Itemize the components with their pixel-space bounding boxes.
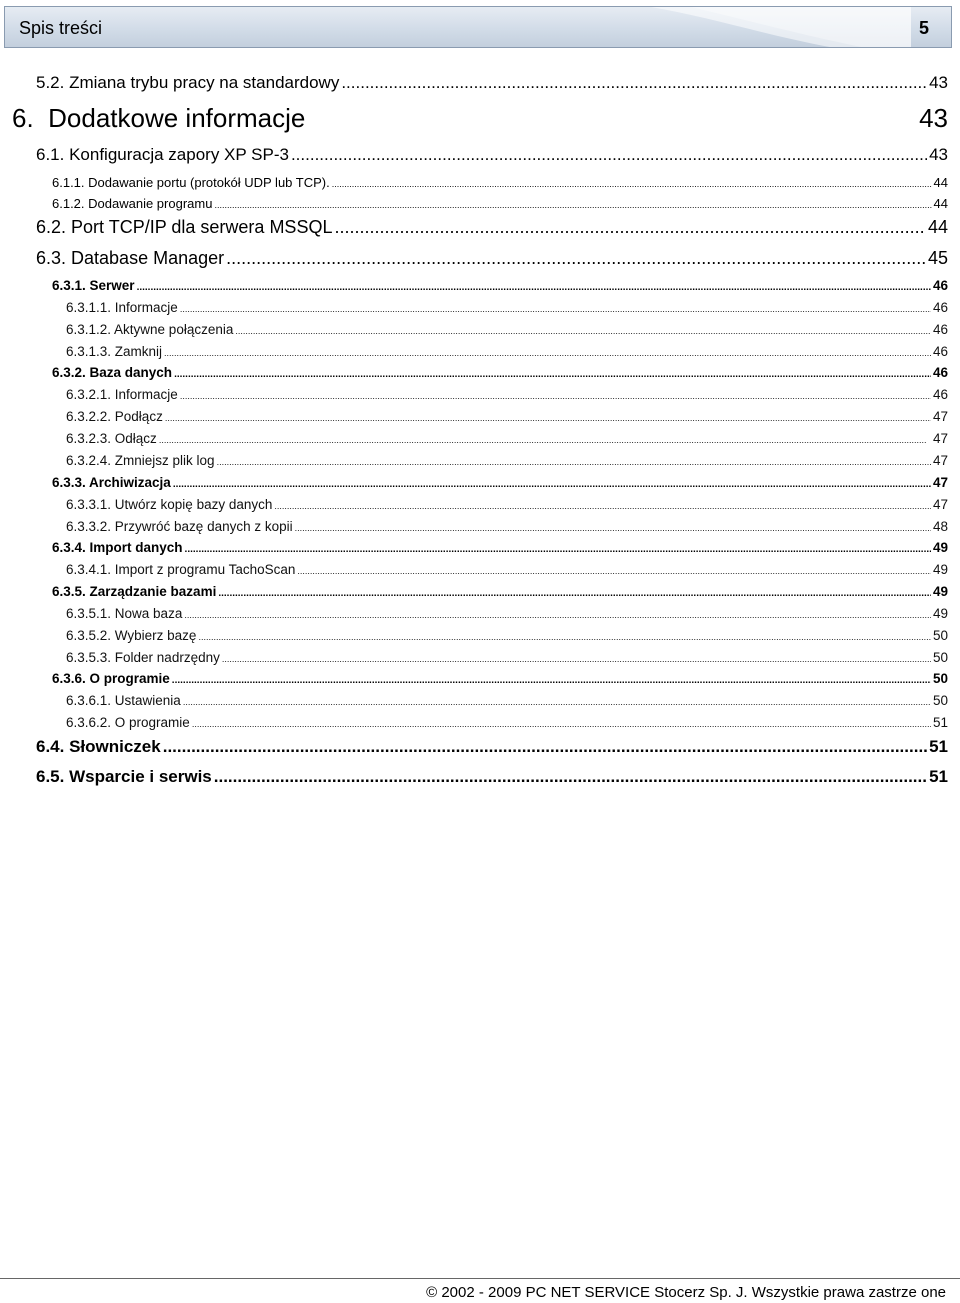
toc-entry[interactable]: [36, 73, 948, 93]
toc-entry-page: 47: [932, 497, 948, 512]
toc-dot-leader: [297, 566, 931, 576]
toc-entry-title: 6. Dodatkowe informacje: [12, 103, 306, 133]
toc-entry-page: 51: [929, 737, 948, 756]
toc-dot-leader: [180, 391, 931, 401]
toc-entry-page: 43: [919, 103, 948, 133]
toc-entry[interactable]: [66, 453, 948, 468]
toc-entry-page: 50: [932, 693, 948, 708]
toc-dot-leader: [165, 413, 931, 423]
toc-entry-title: 6.3.5.2. Wybierz bazę: [66, 628, 197, 643]
toc-dot-leader: [334, 217, 926, 238]
toc-dot-leader: [235, 326, 931, 336]
toc-entry-title: 6.3.1.1. Informacje: [66, 300, 178, 315]
toc-entry-title: 6.5. Wsparcie i serwis: [36, 767, 212, 786]
toc-entry-title: 6.3.6.2. O programie: [66, 715, 190, 730]
toc-entry[interactable]: [66, 715, 948, 730]
toc-entry-title: 6.3.1.2. Aktywne połączenia: [66, 322, 234, 337]
toc-entry[interactable]: [52, 365, 948, 380]
toc-entry-page: 47: [932, 409, 948, 424]
toc-entry-page: 47: [932, 475, 948, 490]
toc-entry-title: 6.3.1.3. Zamknij: [66, 344, 163, 359]
toc-entry[interactable]: [12, 103, 948, 134]
toc-entry-page: 44: [933, 175, 948, 190]
toc-entry-title: 6.3.6.1. Ustawienia: [66, 693, 181, 708]
toc-dot-leader: [218, 588, 931, 599]
toc-entry-page: 43: [929, 145, 948, 164]
toc-entry-title: 6.3.6. O programie: [52, 671, 170, 686]
toc-entry[interactable]: [66, 693, 948, 708]
toc-dot-leader: [332, 179, 932, 189]
toc-entry[interactable]: [66, 431, 948, 446]
toc-entry-page: 48: [932, 519, 948, 534]
toc-entry-page: 47: [932, 453, 948, 468]
toc-dot-leader: [226, 248, 926, 269]
toc-dot-leader: [137, 282, 931, 293]
toc-entry-title: 6.3.3.2. Przywróć bazę danych z kopii: [66, 519, 293, 534]
toc-entry-title: 6.3.5.1. Nowa baza: [66, 606, 183, 621]
toc-entry-page: 46: [932, 344, 948, 359]
toc-entry-title: 6.1.1. Dodawanie portu (protokół UDP lub TCP).: [52, 175, 330, 190]
toc-entry[interactable]: [52, 475, 948, 490]
toc-dot-leader: [174, 369, 931, 380]
toc-entry[interactable]: [66, 519, 948, 534]
toc-entry-title: 6.3.4. Import danych: [52, 540, 183, 555]
toc-entry-page: 46: [932, 322, 948, 337]
header-title: Spis treści: [19, 18, 103, 38]
toc-entry-page: 51: [932, 715, 948, 730]
toc-entry[interactable]: [52, 175, 948, 190]
toc-entry[interactable]: [66, 387, 948, 402]
toc-entry-title: 6.3.3. Archiwizacja: [52, 475, 171, 490]
toc-entry-title: 6.2. Port TCP/IP dla serwera MSSQL: [36, 217, 333, 237]
footer-divider: [0, 1278, 960, 1279]
toc-entry-page: 46: [932, 387, 948, 402]
toc-entry-page: 50: [932, 628, 948, 643]
toc-entry-title: 6.3.2.3. Odłącz: [66, 431, 157, 446]
toc-entry-page: 44: [927, 217, 948, 237]
toc-entry-page: 50: [932, 671, 948, 686]
toc-entry-page: 47: [932, 431, 948, 446]
toc-entry[interactable]: [52, 671, 948, 686]
toc-dot-leader: [164, 348, 931, 358]
toc-entry[interactable]: [52, 584, 948, 599]
toc-entry-page: 44: [933, 196, 948, 211]
toc-entry-title: 6.3.5. Zarządzanie bazami: [52, 584, 217, 599]
footer-copyright: © 2002 - 2009 PC NET SERVICE Stocerz Sp. J. Wszystkie prawa zastrze one: [426, 1284, 946, 1301]
toc-entry[interactable]: [52, 196, 948, 211]
toc-entry[interactable]: [52, 278, 948, 293]
toc-dot-leader: [180, 304, 931, 314]
toc-entry-title: 6.3.5.3. Folder nadrzędny: [66, 650, 220, 665]
toc-entry-page: 46: [932, 365, 948, 380]
toc-entry[interactable]: [52, 540, 948, 555]
header-wave-decoration: [651, 7, 911, 48]
toc-entry-page: 49: [932, 540, 948, 555]
toc-entry[interactable]: [36, 248, 948, 269]
toc-entry-page: 45: [927, 248, 948, 268]
toc-entry[interactable]: [66, 628, 948, 643]
toc-entry[interactable]: [36, 217, 948, 238]
toc-dot-leader: [183, 697, 931, 707]
toc-entry-title: 6.3.2.4. Zmniejsz plik log: [66, 453, 215, 468]
toc-entry-page: 51: [929, 767, 948, 786]
toc-dot-leader: [214, 200, 931, 210]
toc-entry-page: 43: [929, 73, 948, 92]
toc-entry-page: 49: [932, 606, 948, 621]
toc-entry[interactable]: [36, 145, 948, 165]
toc-entry[interactable]: [66, 344, 948, 359]
toc-dot-leader: [185, 544, 931, 555]
toc-dot-leader: [163, 737, 927, 757]
toc-entry-title: 6.3.2.2. Podłącz: [66, 409, 163, 424]
toc-entry-title: 6.3.2.1. Informacje: [66, 387, 178, 402]
toc-entry-page: 46: [932, 278, 948, 293]
toc-dot-leader: [172, 675, 931, 686]
toc-entry-title: 5.2. Zmiana trybu pracy na standardowy: [36, 73, 340, 92]
toc-entry[interactable]: [66, 650, 948, 665]
toc-entry-page: 50: [932, 650, 948, 665]
toc-entry[interactable]: [66, 322, 948, 337]
toc-entry-title: 6.1. Konfiguracja zapory XP SP-3: [36, 145, 289, 164]
toc-entry-title: 6.1.2. Dodawanie programu: [52, 196, 213, 211]
toc-entry[interactable]: [66, 606, 948, 621]
toc-entry-title: 6.3.4.1. Import z programu TachoScan: [66, 562, 296, 577]
toc-entry[interactable]: [66, 562, 948, 577]
toc-entry[interactable]: [36, 737, 948, 757]
toc-entry[interactable]: [66, 497, 948, 512]
toc-entry-page: 46: [932, 300, 948, 315]
toc-dot-leader: [341, 73, 927, 93]
header-page-number: 5: [918, 18, 929, 38]
toc-dot-leader: [192, 719, 931, 729]
toc-dot-leader: [214, 767, 927, 787]
toc-entry[interactable]: [66, 409, 948, 424]
toc-entry-title: 6.3.2. Baza danych: [52, 365, 173, 380]
toc-entry[interactable]: [36, 767, 948, 787]
toc-dot-leader: [274, 501, 931, 511]
toc-entry-page: 49: [932, 584, 948, 599]
toc-dot-leader: [184, 610, 931, 620]
toc-dot-leader: [291, 145, 927, 165]
toc-entry-page: 49: [932, 562, 948, 577]
toc-entry-title: 6.3.1. Serwer: [52, 278, 135, 293]
toc-dot-leader: [198, 632, 931, 642]
toc-entry-title: 6.3. Database Manager: [36, 248, 225, 268]
toc-entry[interactable]: [66, 300, 948, 315]
toc-dot-leader: [222, 654, 931, 664]
toc-dot-leader: [217, 457, 931, 467]
page-header: [4, 6, 952, 48]
toc-entry-title: 6.4. Słowniczek: [36, 737, 161, 756]
toc-entry-title: 6.3.3.1. Utwórz kopię bazy danych: [66, 497, 273, 512]
toc-dot-leader: [295, 523, 931, 533]
toc-dot-leader: [173, 479, 931, 490]
toc-dot-leader: [159, 435, 931, 445]
